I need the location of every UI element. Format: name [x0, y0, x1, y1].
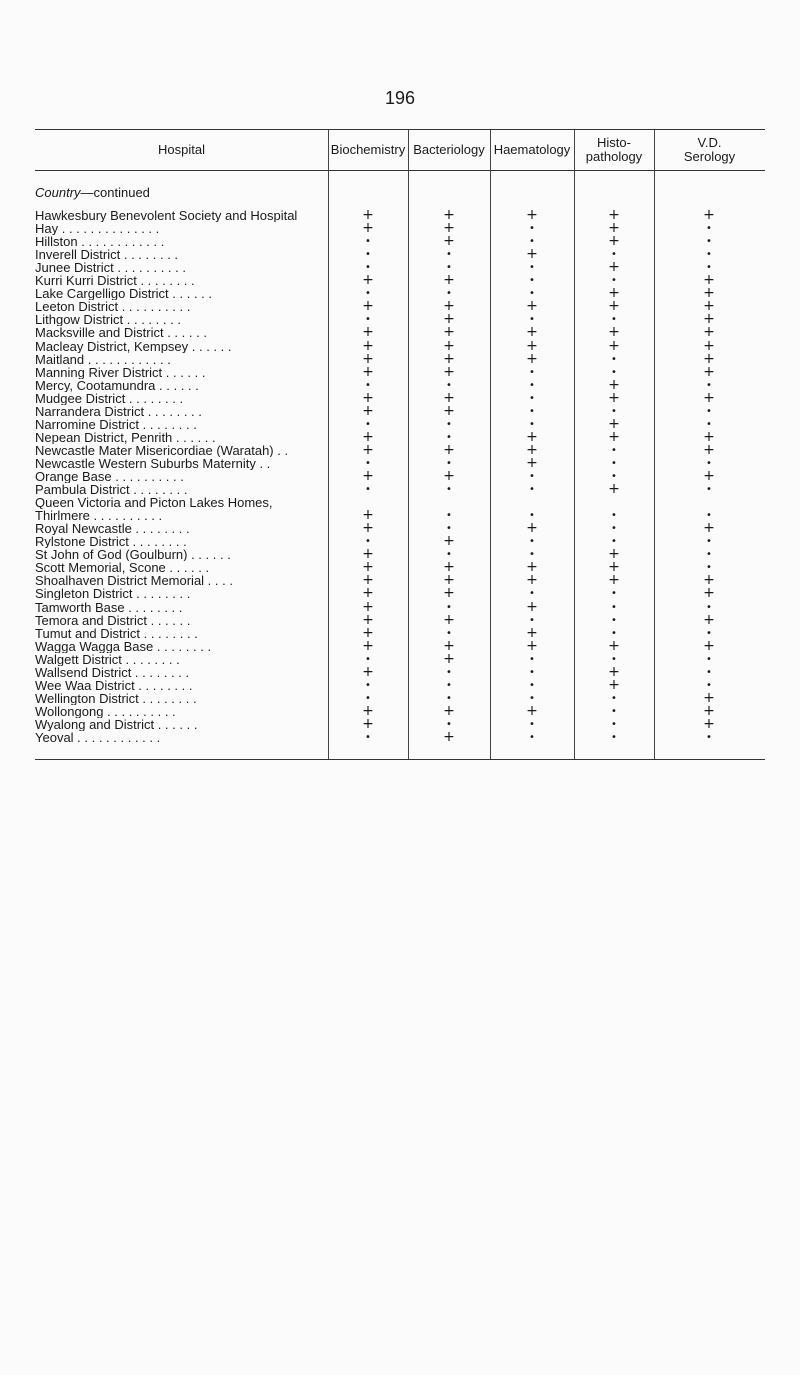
table-row [0, 376, 800, 393]
vd-serology-mark: + [703, 572, 715, 589]
biochemistry-mark: • [365, 262, 371, 274]
haematology-mark: • [529, 418, 535, 430]
hospital-name: Hawkesbury Benevolent Society and Hospital [35, 209, 298, 222]
hospital-name: Narromine District . . . . . . . . [35, 417, 197, 431]
histopathology-mark: • [611, 627, 617, 639]
vd-serology-mark: • [706, 549, 712, 561]
vd-serology-mark: • [706, 405, 712, 417]
biochemistry-mark: + [362, 207, 374, 223]
section-title: Country—continued [35, 185, 150, 200]
hospital-name: Scott Memorial, Scone . . . . . . [35, 561, 210, 575]
biochemistry-mark: + [362, 337, 374, 354]
haematology-mark: + [526, 324, 538, 341]
bacteriology-mark: + [443, 363, 455, 380]
biochemistry-mark: + [362, 715, 374, 732]
table-row [0, 715, 800, 732]
histopathology-mark: + [608, 376, 620, 393]
bacteriology-mark: + [443, 207, 455, 223]
biochemistry-mark: • [365, 653, 371, 665]
table-row [0, 261, 800, 274]
haematology-mark: + [526, 559, 538, 576]
table-row [0, 363, 800, 380]
hospital-name: Thirlmere . . . . . . . . . . [35, 509, 163, 523]
hospital-name: Wollongong . . . . . . . . . . [35, 704, 176, 718]
haematology-mark: • [529, 392, 535, 404]
histopathology-mark: • [611, 353, 617, 365]
vd-serology-mark: + [703, 311, 715, 328]
histopathology-mark: • [611, 732, 617, 743]
histopathology-mark: • [611, 275, 617, 287]
vd-serology-mark: • [706, 536, 712, 548]
table-row [0, 313, 800, 326]
bacteriology-mark: + [443, 468, 455, 484]
biochemistry-mark: • [365, 249, 371, 261]
table-header-rule [35, 170, 765, 171]
vd-serology-mark: + [703, 520, 715, 537]
bacteriology-mark: + [443, 559, 455, 576]
vd-serology-mark: + [703, 285, 715, 302]
hospital-name: Hillston . . . . . . . . . . . . [35, 235, 165, 249]
hospital-name: Wallsend District . . . . . . . . [35, 665, 190, 679]
histopathology-mark: • [611, 457, 617, 469]
table-row [0, 689, 800, 706]
hospital-name: Singleton District . . . . . . . . [35, 587, 191, 601]
column-header-histopathology: Histo- pathology [585, 135, 643, 164]
haematology-mark: • [529, 275, 535, 287]
hospital-name: Temora and District . . . . . . [35, 613, 191, 627]
table-row [0, 248, 800, 261]
vd-serology-mark: + [703, 715, 715, 732]
table-row [0, 522, 800, 535]
hospital-name: Orange Base . . . . . . . . . . [35, 470, 184, 483]
biochemistry-mark: • [365, 457, 371, 469]
vd-serology-mark: + [703, 350, 715, 367]
biochemistry-mark: + [362, 428, 374, 445]
table-row [0, 326, 800, 339]
hospital-name: Wyalong and District . . . . . . [35, 717, 198, 731]
haematology-mark: + [526, 624, 538, 641]
bacteriology-mark: • [446, 431, 452, 443]
histopathology-mark: • [611, 718, 617, 730]
table-row [0, 274, 800, 287]
table-row [0, 222, 800, 235]
table-row [0, 702, 800, 719]
bacteriology-mark: + [443, 402, 455, 419]
vd-serology-mark: • [706, 262, 712, 274]
hospital-name: Walgett District . . . . . . . . [35, 652, 180, 666]
histopathology-mark: + [608, 324, 620, 341]
bacteriology-mark: • [446, 666, 452, 678]
histopathology-mark: + [608, 285, 620, 302]
hospital-name: Newcastle Western Suburbs Maternity . . [35, 456, 271, 470]
table-row [0, 624, 800, 641]
histopathology-mark: + [608, 663, 620, 680]
table-row [0, 209, 800, 222]
bacteriology-mark: + [443, 611, 455, 628]
hospital-name: Narrandera District . . . . . . . . [35, 404, 202, 418]
histopathology-mark: • [611, 405, 617, 417]
haematology-mark: • [529, 692, 535, 704]
vd-serology-mark: • [706, 732, 712, 743]
table-row [0, 598, 800, 615]
vd-serology-mark: + [703, 702, 715, 719]
bacteriology-mark: • [446, 288, 452, 300]
bacteriology-mark: + [443, 572, 455, 589]
biochemistry-mark: • [365, 379, 371, 391]
bacteriology-mark: + [443, 389, 455, 406]
column-header-haematology: Haematology [493, 142, 571, 157]
hospital-name: Pambula District . . . . . . . . [35, 483, 188, 497]
haematology-mark: • [529, 653, 535, 665]
biochemistry-mark: + [362, 441, 374, 458]
bacteriology-mark: + [443, 337, 455, 354]
vd-serology-mark: • [706, 653, 712, 665]
histopathology-mark: + [608, 415, 620, 432]
histopathology-mark: • [611, 588, 617, 600]
histopathology-mark: • [611, 366, 617, 378]
vd-serology-mark: + [703, 389, 715, 406]
hospital-name: Inverell District . . . . . . . . [35, 248, 179, 262]
biochemistry-mark: + [362, 585, 374, 602]
vd-serology-mark: + [703, 468, 715, 484]
bacteriology-mark: • [446, 601, 452, 613]
table-row [0, 337, 800, 354]
biochemistry-mark: • [365, 418, 371, 430]
hospital-name: Hay . . . . . . . . . . . . . . [35, 222, 160, 236]
vd-serology-mark: • [706, 510, 712, 522]
haematology-mark: + [526, 572, 538, 589]
biochemistry-mark: + [362, 389, 374, 406]
histopathology-mark: + [608, 676, 620, 693]
vd-serology-mark: + [703, 207, 715, 223]
bacteriology-mark: • [446, 718, 452, 730]
hospital-name: Rylstone District . . . . . . . . [35, 535, 187, 549]
table-row [0, 535, 800, 548]
bacteriology-mark: + [443, 350, 455, 367]
haematology-mark: • [529, 379, 535, 391]
vd-serology-mark: + [703, 585, 715, 602]
hospital-name: Royal Newcastle . . . . . . . . [35, 522, 190, 536]
bacteriology-mark: + [443, 220, 455, 237]
haematology-mark: + [526, 454, 538, 471]
biochemistry-mark: + [362, 559, 374, 576]
haematology-mark: + [526, 598, 538, 615]
hospital-name: Wagga Wagga Base . . . . . . . . [35, 639, 212, 653]
vd-serology-mark: • [706, 484, 712, 496]
table-row [0, 483, 800, 496]
histopathology-mark: + [608, 637, 620, 654]
histopathology-mark: + [608, 220, 620, 237]
vd-serology-mark: • [706, 679, 712, 691]
bacteriology-mark: • [446, 692, 452, 704]
hospital-name: Manning River District . . . . . . [35, 365, 206, 379]
hospital-name: St John of God (Goulburn) . . . . . . [35, 548, 231, 562]
hospital-name: Newcastle Mater Misericordiae (Waratah) . . [35, 443, 289, 457]
biochemistry-mark: • [365, 236, 371, 248]
hospital-name: Mercy, Cootamundra . . . . . . [35, 378, 199, 392]
column-header-bacteriology: Bacteriology [413, 142, 485, 157]
bacteriology-mark: • [446, 679, 452, 691]
haematology-mark: + [526, 702, 538, 719]
table-row [0, 548, 800, 561]
haematology-mark: • [529, 588, 535, 600]
hospital-name: Lake Cargelligo District . . . . . . [35, 287, 213, 301]
table-row [0, 402, 800, 419]
histopathology-mark: + [608, 546, 620, 563]
biochemistry-mark: + [362, 572, 374, 589]
table-row [0, 637, 800, 654]
table-row [0, 676, 800, 693]
haematology-mark: • [529, 614, 535, 626]
haematology-mark: • [529, 732, 535, 743]
biochemistry-mark: • [365, 732, 371, 743]
hospital-name: Nepean District, Penrith . . . . . . [35, 430, 216, 444]
haematology-mark: • [529, 536, 535, 548]
histopathology-mark: • [611, 314, 617, 326]
haematology-mark: • [529, 679, 535, 691]
table-row [0, 415, 800, 432]
bacteriology-mark: + [443, 233, 455, 250]
haematology-mark: • [529, 510, 535, 522]
bacteriology-mark: + [443, 585, 455, 602]
histopathology-mark: + [608, 389, 620, 406]
haematology-mark: • [529, 262, 535, 274]
table-row [0, 496, 800, 509]
haematology-mark: + [526, 441, 538, 458]
histopathology-mark: + [608, 259, 620, 276]
haematology-mark: • [529, 471, 535, 482]
biochemistry-mark: + [362, 520, 374, 537]
table-row [0, 300, 800, 313]
histopathology-mark: + [608, 207, 620, 223]
histopathology-mark: + [608, 337, 620, 354]
table-row [0, 428, 800, 445]
hospital-name: Wellington District . . . . . . . . [35, 691, 197, 705]
table-bottom-rule [35, 759, 765, 760]
hospital-name: Junee District . . . . . . . . . . [35, 261, 186, 275]
table-row [0, 574, 800, 587]
vd-serology-mark: + [703, 689, 715, 706]
table-row [0, 663, 800, 680]
vd-serology-mark: + [703, 441, 715, 458]
histopathology-mark: • [611, 614, 617, 626]
table-row [0, 441, 800, 458]
haematology-mark: • [529, 666, 535, 678]
hospital-name: Leeton District . . . . . . . . . . [35, 300, 191, 314]
vd-serology-mark: + [703, 324, 715, 341]
hospital-name: Lithgow District . . . . . . . . [35, 313, 181, 327]
histopathology-mark: + [608, 428, 620, 445]
bacteriology-mark: • [446, 510, 452, 522]
hospital-name: Tumut and District . . . . . . . . [35, 626, 198, 640]
table-row [0, 470, 800, 483]
haematology-mark: + [526, 520, 538, 537]
biochemistry-mark: + [362, 702, 374, 719]
biochemistry-mark: + [362, 468, 374, 484]
biochemistry-mark: + [362, 663, 374, 680]
hospital-name: Macleay District, Kempsey . . . . . . [35, 339, 232, 353]
bacteriology-mark: + [443, 311, 455, 328]
haematology-mark: • [529, 236, 535, 248]
bacteriology-mark: • [446, 379, 452, 391]
histopathology-mark: • [611, 653, 617, 665]
table-row [0, 561, 800, 574]
table-row [0, 587, 800, 600]
vd-serology-mark: + [703, 637, 715, 654]
bacteriology-mark: • [446, 262, 452, 274]
vd-serology-mark: • [706, 666, 712, 678]
column-header-vd-serology: V.D. Serology [683, 135, 736, 164]
hospital-name: Shoalhaven District Memorial . . . . [35, 574, 233, 588]
hospital-name: Yeoval . . . . . . . . . . . . [35, 731, 161, 744]
bacteriology-mark: + [443, 324, 455, 341]
haematology-mark: • [529, 314, 535, 326]
histopathology-mark: • [611, 536, 617, 548]
haematology-mark: • [529, 288, 535, 300]
histopathology-mark: • [611, 601, 617, 613]
vd-serology-mark: • [706, 418, 712, 430]
haematology-mark: • [529, 223, 535, 235]
column-header-hospital: Hospital [158, 142, 205, 157]
table-row [0, 731, 800, 744]
haematology-mark: • [529, 484, 535, 496]
biochemistry-mark: • [365, 536, 371, 548]
vd-serology-mark: • [706, 562, 712, 574]
bacteriology-mark: + [443, 272, 455, 289]
table-row [0, 509, 800, 522]
bacteriology-mark: • [446, 418, 452, 430]
biochemistry-mark: • [365, 692, 371, 704]
vd-serology-mark: • [706, 627, 712, 639]
biochemistry-mark: + [362, 402, 374, 419]
vd-serology-mark: • [706, 379, 712, 391]
histopathology-mark: • [611, 510, 617, 522]
vd-serology-mark: + [703, 337, 715, 354]
histopathology-mark: • [611, 523, 617, 535]
haematology-mark: • [529, 549, 535, 561]
hospital-name: Maitland . . . . . . . . . . . . [35, 352, 171, 366]
haematology-mark: + [526, 637, 538, 654]
haematology-mark: + [526, 298, 538, 315]
vd-serology-mark: • [706, 601, 712, 613]
histopathology-mark: + [608, 233, 620, 250]
hospital-name: Mudgee District . . . . . . . . [35, 391, 184, 405]
biochemistry-mark: • [365, 314, 371, 326]
hospital-name: Tamworth Base . . . . . . . . [35, 600, 183, 614]
biochemistry-mark: + [362, 220, 374, 237]
haematology-mark: • [529, 366, 535, 378]
table-row [0, 650, 800, 667]
vd-serology-mark: + [703, 298, 715, 315]
vd-serology-mark: + [703, 611, 715, 628]
haematology-mark: + [526, 246, 538, 263]
bacteriology-mark: + [443, 298, 455, 315]
hospital-name: Macksville and District . . . . . . [35, 326, 207, 340]
haematology-mark: • [529, 405, 535, 417]
table-row [0, 389, 800, 406]
histopathology-mark: • [611, 705, 617, 717]
bacteriology-mark: + [443, 702, 455, 719]
biochemistry-mark: + [362, 598, 374, 615]
haematology-mark: + [526, 207, 538, 223]
histopathology-mark: + [608, 481, 620, 498]
vd-serology-mark: + [703, 428, 715, 445]
vd-serology-mark: + [703, 272, 715, 289]
histopathology-mark: • [611, 471, 617, 482]
bacteriology-mark: • [446, 523, 452, 535]
hospital-name: Queen Victoria and Picton Lakes Homes, [35, 496, 273, 510]
vd-serology-mark: • [706, 236, 712, 248]
vd-serology-mark: • [706, 457, 712, 469]
bacteriology-mark: • [446, 249, 452, 261]
page-number: 196 [384, 88, 416, 108]
histopathology-mark: + [608, 572, 620, 589]
biochemistry-mark: • [365, 679, 371, 691]
table-row [0, 611, 800, 628]
biochemistry-mark: + [362, 324, 374, 341]
haematology-mark: + [526, 337, 538, 354]
histopathology-mark: • [611, 249, 617, 261]
biochemistry-mark: + [362, 363, 374, 380]
biochemistry-mark: + [362, 546, 374, 563]
biochemistry-mark: + [362, 272, 374, 289]
vd-serology-mark: • [706, 249, 712, 261]
biochemistry-mark: + [362, 350, 374, 367]
histopathology-mark: + [608, 298, 620, 315]
haematology-mark: + [526, 428, 538, 445]
biochemistry-mark: + [362, 611, 374, 628]
table-row [0, 350, 800, 367]
vd-serology-mark: • [706, 223, 712, 235]
haematology-mark: • [529, 718, 535, 730]
bacteriology-mark: + [443, 637, 455, 654]
biochemistry-mark: + [362, 507, 374, 524]
table-row [0, 235, 800, 248]
column-header-biochemistry: Biochemistry [330, 142, 406, 157]
bacteriology-mark: • [446, 627, 452, 639]
table-row [0, 287, 800, 300]
haematology-mark: + [526, 350, 538, 367]
histopathology-mark: + [608, 559, 620, 576]
hospital-name: Kurri Kurri District . . . . . . . . [35, 274, 195, 288]
bacteriology-mark: • [446, 457, 452, 469]
bacteriology-mark: + [443, 441, 455, 458]
bacteriology-mark: • [446, 549, 452, 561]
vd-serology-mark: + [703, 363, 715, 380]
biochemistry-mark: + [362, 624, 374, 641]
bacteriology-mark: • [446, 484, 452, 496]
biochemistry-mark: + [362, 298, 374, 315]
histopathology-mark: • [611, 692, 617, 704]
bacteriology-mark: + [443, 729, 455, 745]
histopathology-mark: • [611, 444, 617, 456]
bacteriology-mark: + [443, 533, 455, 550]
biochemistry-mark: • [365, 288, 371, 300]
hospital-name: Wee Waa District . . . . . . . . [35, 678, 193, 692]
bacteriology-mark: + [443, 650, 455, 667]
table-row [0, 454, 800, 471]
biochemistry-mark: + [362, 637, 374, 654]
biochemistry-mark: • [365, 484, 371, 496]
